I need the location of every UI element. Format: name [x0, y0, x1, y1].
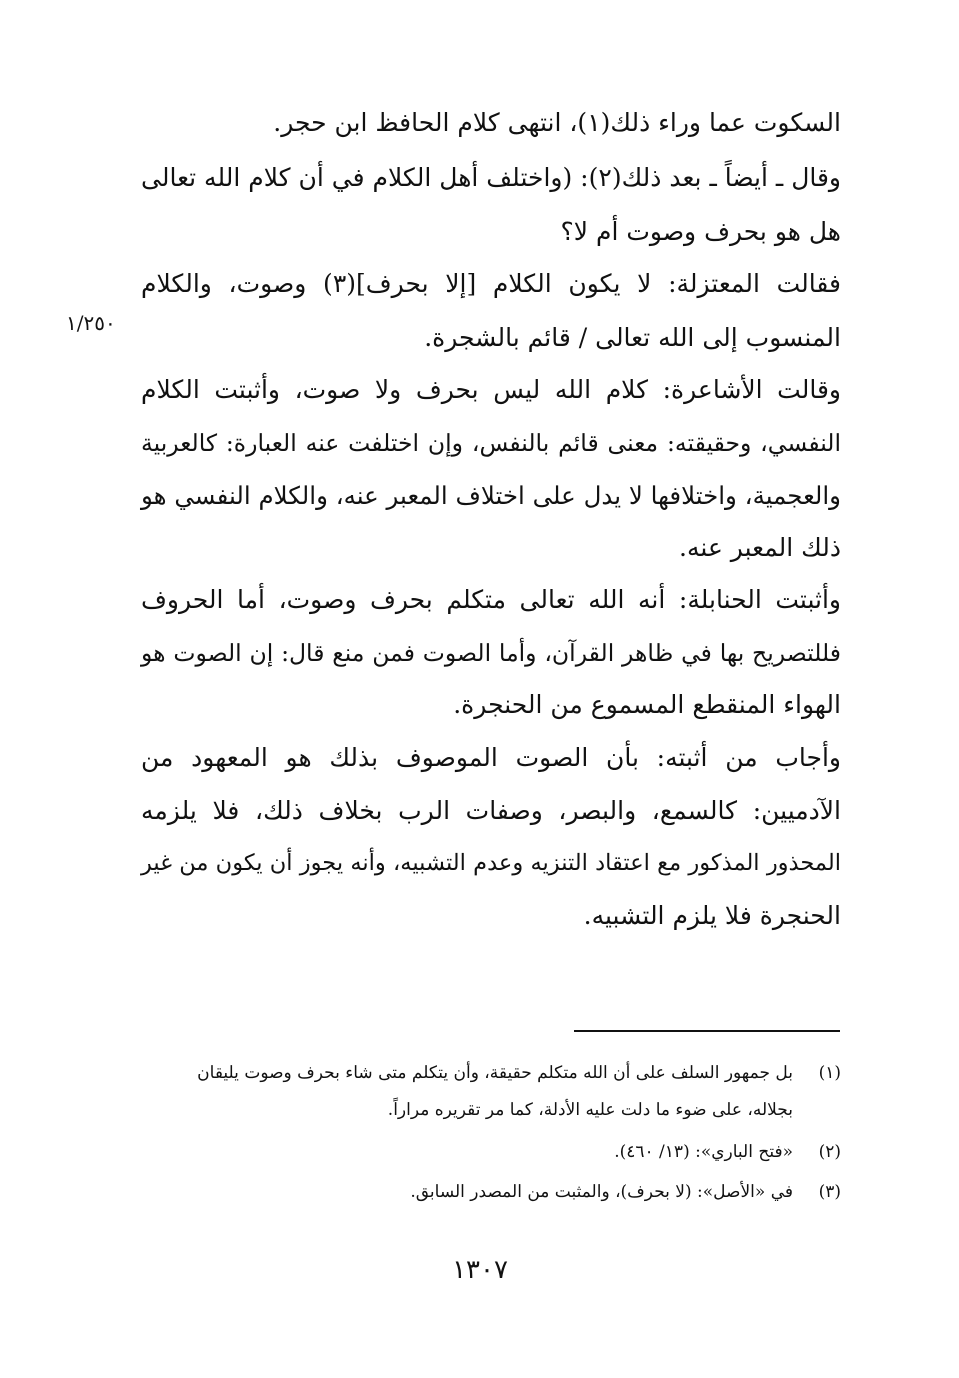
- body-line-8: والعجمية، واختلافها لا يدل على اختلاف المعبر عنه، والكلام النفسي هو: [141, 481, 841, 510]
- body-line-1: السكوت عما وراء ذلك(١)، انتهى كلام الحافظ ابن حجر.: [273, 108, 841, 137]
- body-line-9: ذلك المعبر عنه.: [679, 533, 841, 562]
- footnote-3: [141, 1177, 841, 1207]
- footnote-text: في «الأصل»: (لا بحرف)، والمثبت من المصدر السابق.: [410, 1182, 793, 1202]
- footnote-text: بجلاله، على ضوء ما دلت عليه الأدلة، كما مر تقريره مراراً.: [387, 1100, 793, 1120]
- page-number: ١٣٠٧: [452, 1255, 508, 1285]
- body-line-6: وقالت الأشاعرة: كلام الله ليس بحرف ولا صوت، وأثبتت الكلام: [141, 375, 841, 404]
- footnote-separator: [574, 1030, 840, 1032]
- body-line-7: النفسي، وحقيقته: معنى قائم بالنفس، وإن اختلفت عنه العبارة: كالعربية: [141, 429, 841, 457]
- body-line-15: المحذور المذكور مع اعتقاد التنزيه وعدم التشبيه، وأنه يجوز أن يكون من غير: [141, 850, 841, 876]
- footnote-number: (١): [818, 1063, 841, 1083]
- body-line-5: المنسوب إلى الله تعالى / قائم بالشجرة.: [424, 323, 841, 352]
- body-line-14: الآدميين: كالسمع، والبصر، وصفات الرب بخلاف ذلك، فلا يلزمه: [141, 796, 841, 825]
- body-line-3: هل هو بحرف وصوت أم لا؟: [560, 217, 841, 246]
- body-line-2: وقال ـ أيضاً ـ بعد ذلك(٢): (واختلف أهل الكلام في أن كلام الله تعالى: [141, 163, 841, 192]
- body-line-12: الهواء المنقطع المسموع من الحنجرة.: [453, 690, 841, 719]
- footnote-2: [141, 1137, 841, 1167]
- body-line-4: فقالت المعتزلة: لا يكون الكلام [إلا بحرف](٣) وصوت، والكلام: [141, 269, 841, 298]
- footnote-text: بل جمهور السلف على أن الله متكلم حقيقة، وأن يتكلم متى شاء بحرف وصوت يليقان: [197, 1063, 793, 1083]
- footnote-number: (٢): [818, 1142, 841, 1162]
- footnote-1: [141, 1058, 841, 1088]
- margin-reference: ١/٢٥٠: [66, 311, 116, 335]
- footnote-text: «فتح الباري»: (١٣/ ٤٦٠).: [614, 1142, 793, 1162]
- body-line-11: فللتصريح بها في ظاهر القرآن، وأما الصوت فمن منع قال: إن الصوت هو: [141, 639, 841, 667]
- body-line-10: وأثبتت الحنابلة: أنه الله تعالى متكلم بحرف وصوت، أما الحروف: [141, 585, 841, 614]
- footnote-number: (٣): [818, 1182, 841, 1202]
- body-line-16: الحنجرة فلا يلزم التشبيه.: [583, 901, 841, 930]
- body-line-13: وأجاب من أثبته: بأن الصوت الموصوف بذلك هو المعهود من: [141, 743, 841, 772]
- footnote-1-continued: [141, 1095, 841, 1125]
